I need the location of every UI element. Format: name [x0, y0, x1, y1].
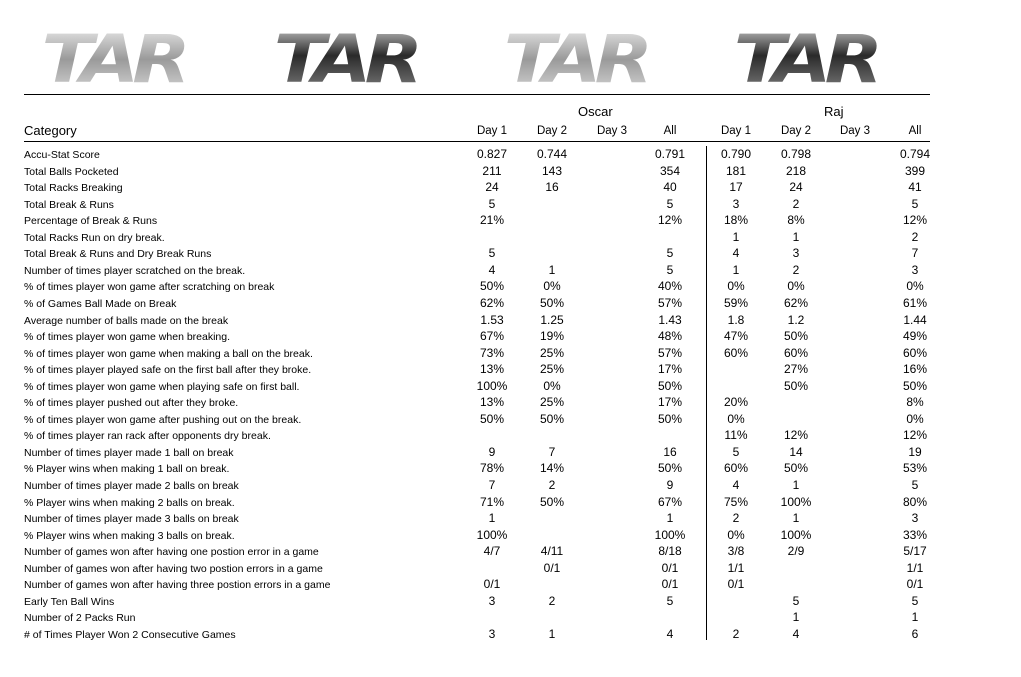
row-label: Number of games won after having one postion error in a game: [24, 546, 319, 559]
cell-value: 1: [911, 610, 919, 625]
row-label: % of times player pushed out after they broke.: [24, 397, 239, 410]
table-row: [0, 544, 1021, 561]
cell-value: 62%: [783, 295, 809, 310]
cell-value: 8%: [787, 213, 805, 228]
row-label: Percentage of Break & Runs: [24, 215, 158, 228]
tar-logo-banner: [30, 20, 930, 90]
cell-value: 0%: [787, 279, 805, 294]
cell-value: 16: [663, 444, 677, 459]
table-row: [0, 263, 1021, 280]
cell-value: 48%: [657, 329, 683, 344]
category-header: Category: [24, 123, 77, 138]
cell-value: 0%: [727, 527, 745, 542]
cell-value: 75%: [723, 494, 749, 509]
cell-value: 24: [789, 180, 803, 195]
cell-value: 143: [541, 163, 563, 178]
cell-value: 25%: [539, 345, 565, 360]
table-row: [0, 296, 1021, 313]
cell-value: 5: [666, 593, 674, 608]
table-row: [0, 213, 1021, 230]
cell-value: 0/1: [661, 577, 679, 592]
cell-value: 50%: [479, 411, 505, 426]
row-label: Number of games won after having two postion errors in a game: [24, 562, 323, 575]
cell-value: 60%: [783, 345, 809, 360]
cell-value: 19%: [539, 329, 565, 344]
table-row: [0, 147, 1021, 164]
cell-value: 0/1: [483, 577, 501, 592]
cell-value: 4: [488, 262, 496, 277]
cell-value: 0.744: [536, 147, 568, 161]
table-row: [0, 594, 1021, 611]
row-label: % of times player played safe on the first ball after they broke.: [24, 364, 312, 377]
column-header: Day 2: [536, 125, 568, 137]
top-rule: [24, 94, 930, 95]
cell-value: 2/9: [787, 544, 805, 559]
cell-value: 25%: [539, 362, 565, 377]
cell-value: 9: [666, 478, 674, 492]
cell-value: 4/7: [483, 544, 501, 559]
cell-value: 16: [545, 180, 559, 195]
cell-value: 62%: [479, 295, 505, 310]
cell-value: 53%: [902, 461, 928, 476]
cell-value: 1: [792, 610, 800, 625]
row-label: % of times player won game after pushing out on the break.: [24, 413, 302, 426]
table-row: [0, 346, 1021, 363]
cell-value: 41: [908, 180, 922, 195]
cell-value: 1: [792, 478, 800, 492]
cell-value: 5: [792, 593, 800, 608]
cell-value: 1/1: [727, 560, 745, 575]
table-row: [0, 362, 1021, 379]
cell-value: 71%: [479, 494, 505, 509]
cell-value: 13%: [479, 362, 505, 377]
cell-value: 19: [908, 444, 922, 459]
cell-value: 4: [666, 626, 674, 641]
cell-value: 50%: [657, 411, 683, 426]
cell-value: 399: [904, 163, 926, 178]
cell-value: 3: [732, 196, 740, 211]
table-row: [0, 313, 1021, 330]
header-rule: [24, 141, 930, 142]
cell-value: 50%: [902, 378, 928, 393]
cell-value: 57%: [657, 295, 683, 310]
cell-value: 73%: [479, 345, 505, 360]
cell-value: 100%: [780, 527, 812, 542]
cell-value: 25%: [539, 395, 565, 410]
svg-text:TAR: TAR: [41, 20, 184, 90]
cell-value: 2: [911, 229, 919, 244]
cell-value: 3: [911, 511, 919, 526]
cell-value: 100%: [476, 527, 508, 542]
column-header: All: [663, 125, 677, 137]
cell-value: 2: [548, 478, 556, 492]
cell-value: 2: [732, 511, 740, 526]
table-row: [0, 511, 1021, 528]
cell-value: 0%: [727, 279, 745, 294]
cell-value: 5: [666, 246, 674, 261]
cell-value: 50%: [657, 378, 683, 393]
cell-value: 1/1: [906, 560, 924, 575]
cell-value: 5: [911, 593, 919, 608]
cell-value: 21%: [479, 213, 505, 228]
cell-value: 67%: [657, 494, 683, 509]
row-label: Number of times player made 1 ball on break: [24, 446, 234, 459]
cell-value: 5: [732, 444, 740, 459]
cell-value: 50%: [539, 295, 565, 310]
player-name-raj: Raj: [824, 104, 844, 119]
cell-value: 50%: [657, 461, 683, 476]
row-label: % of times player ran rack after opponents dry break.: [24, 430, 271, 443]
table-row: [0, 610, 1021, 627]
cell-value: 1: [732, 229, 740, 244]
cell-value: 50%: [539, 494, 565, 509]
svg-text:TAR: TAR: [503, 20, 647, 90]
column-header: Day 2: [780, 125, 812, 137]
cell-value: 5: [488, 246, 496, 261]
cell-value: 2: [792, 196, 800, 211]
cell-value: 100%: [780, 494, 812, 509]
row-label: Total Racks Breaking: [24, 182, 123, 195]
column-header: Day 1: [720, 125, 752, 137]
row-label: % Player wins when making 1 ball on break.: [24, 463, 230, 476]
row-label: Number of times player made 3 balls on break: [24, 513, 239, 526]
tar-logo-2: [274, 21, 417, 90]
row-label: Total Racks Run on dry break.: [24, 231, 165, 244]
cell-value: 8%: [906, 395, 924, 410]
cell-value: 14%: [539, 461, 565, 476]
table-row: [0, 627, 1021, 644]
player-name-oscar: Oscar: [578, 104, 613, 119]
cell-value: 80%: [902, 494, 928, 509]
cell-value: 211: [482, 163, 502, 178]
cell-value: 12%: [902, 213, 928, 228]
cell-value: 1.25: [540, 312, 564, 327]
cell-value: 18%: [723, 213, 749, 228]
table-row: [0, 180, 1021, 197]
cell-value: 1: [732, 262, 740, 277]
cell-value: 0.790: [720, 147, 752, 161]
cell-value: 3: [488, 593, 496, 608]
cell-value: 17%: [657, 395, 683, 410]
cell-value: 0/1: [661, 560, 679, 575]
cell-value: 5: [911, 196, 919, 211]
table-row: [0, 197, 1021, 214]
cell-value: 7: [488, 478, 496, 492]
cell-value: 1: [792, 511, 800, 526]
table-row: [0, 561, 1021, 578]
cell-value: 50%: [539, 411, 565, 426]
column-header: All: [908, 125, 922, 137]
cell-value: 17: [729, 180, 743, 195]
svg-text:TAR: TAR: [733, 20, 877, 90]
cell-value: 33%: [902, 527, 928, 542]
table-row: [0, 428, 1021, 445]
cell-value: 59%: [723, 295, 749, 310]
cell-value: 49%: [902, 329, 928, 344]
row-label: Early Ten Ball Wins: [24, 595, 115, 608]
cell-value: 50%: [783, 461, 809, 476]
table-row: [0, 395, 1021, 412]
tar-logo-4: [734, 21, 877, 90]
cell-value: 0.794: [899, 147, 931, 161]
row-label: % of Games Ball Made on Break: [24, 297, 177, 310]
cell-value: 1.2: [787, 312, 805, 327]
cell-value: 0/1: [906, 577, 924, 592]
tar-logo-1: [42, 21, 185, 90]
cell-value: 2: [548, 593, 556, 608]
cell-value: 12%: [657, 213, 683, 228]
cell-value: 3: [792, 246, 800, 261]
cell-value: 0.798: [780, 147, 812, 161]
cell-value: 78%: [479, 461, 505, 476]
table-row: [0, 412, 1021, 429]
cell-value: 16%: [902, 362, 928, 377]
table-row: [0, 379, 1021, 396]
row-label: % Player wins when making 3 balls on break.: [24, 529, 235, 542]
table-row: [0, 445, 1021, 462]
svg-text:TAR: TAR: [273, 20, 417, 90]
cell-value: 2: [732, 626, 740, 641]
cell-value: 67%: [479, 329, 505, 344]
cell-value: 5: [488, 196, 496, 211]
table-row: [0, 461, 1021, 478]
cell-value: 0%: [543, 279, 561, 294]
cell-value: 0.827: [476, 147, 508, 161]
cell-value: 27%: [783, 362, 809, 377]
row-label: % of times player won game when playing safe on first ball.: [24, 380, 300, 393]
cell-value: 100%: [654, 527, 686, 542]
cell-value: 0%: [543, 378, 561, 393]
cell-value: 1: [666, 511, 674, 526]
cell-value: 40: [663, 180, 677, 195]
cell-value: 1: [792, 229, 800, 244]
cell-value: 50%: [783, 329, 809, 344]
cell-value: 12%: [902, 428, 928, 443]
column-header: Day 1: [476, 125, 508, 137]
cell-value: 354: [659, 163, 681, 178]
cell-value: 1: [548, 262, 556, 277]
cell-value: 13%: [479, 395, 505, 410]
cell-value: 50%: [479, 279, 505, 294]
cell-value: 3: [488, 626, 496, 641]
row-label: Total Break & Runs: [24, 198, 114, 211]
cell-value: 181: [725, 163, 747, 178]
cell-value: 60%: [902, 345, 928, 360]
row-label: % of times player won game when making a ball on the break.: [24, 347, 313, 360]
column-header: Day 3: [839, 125, 871, 137]
row-label: # of Times Player Won 2 Consecutive Games: [24, 628, 236, 641]
row-label: Average number of balls made on the break: [24, 314, 229, 327]
cell-value: 4/11: [540, 544, 564, 559]
cell-value: 4: [732, 246, 740, 261]
table-row: [0, 329, 1021, 346]
cell-value: 2: [792, 262, 800, 277]
cell-value: 24: [485, 180, 499, 195]
cell-value: 1.8: [727, 312, 745, 327]
table-row: [0, 528, 1021, 545]
cell-value: 7: [911, 246, 919, 261]
cell-value: 0%: [727, 411, 745, 426]
row-label: % Player wins when making 2 balls on break.: [24, 496, 235, 509]
row-label: Number of times player scratched on the break.: [24, 264, 246, 277]
row-label: % of times player won game when breaking.: [24, 331, 231, 344]
cell-value: 1.44: [903, 312, 927, 327]
cell-value: 218: [785, 163, 807, 178]
cell-value: 5/17: [903, 544, 927, 559]
cell-value: 20%: [723, 395, 749, 410]
row-label: Number of 2 Packs Run: [24, 612, 136, 625]
row-label: Number of games won after having three postion errors in a game: [24, 579, 331, 592]
cell-value: 14: [789, 444, 803, 459]
cell-value: 0/1: [543, 560, 561, 575]
table-row: [0, 495, 1021, 512]
cell-value: 47%: [723, 329, 749, 344]
row-label: Total Balls Pocketed: [24, 165, 119, 178]
table-row: [0, 478, 1021, 495]
cell-value: 9: [488, 444, 496, 459]
cell-value: 11%: [724, 428, 748, 443]
cell-value: 0/1: [727, 577, 745, 592]
cell-value: 100%: [476, 378, 508, 393]
row-label: Total Break & Runs and Dry Break Runs: [24, 248, 212, 261]
cell-value: 0.791: [654, 147, 686, 161]
row-label: Accu-Stat Score: [24, 149, 100, 161]
cell-value: 61%: [902, 295, 928, 310]
cell-value: 12%: [783, 428, 809, 443]
column-header: Day 3: [596, 125, 628, 137]
table-row: [0, 577, 1021, 594]
cell-value: 8/18: [658, 544, 682, 559]
cell-value: 4: [732, 478, 740, 492]
cell-value: 5: [666, 196, 674, 211]
table-row: [0, 279, 1021, 296]
tar-logo-3: [504, 21, 647, 90]
cell-value: 4: [792, 626, 800, 641]
table-row: [0, 164, 1021, 181]
cell-value: 1.43: [658, 312, 682, 327]
cell-value: 5: [666, 262, 674, 277]
cell-value: 6: [911, 626, 919, 641]
cell-value: 1.53: [480, 312, 504, 327]
row-label: Number of times player made 2 balls on break: [24, 480, 239, 492]
table-row: [0, 230, 1021, 247]
cell-value: 50%: [783, 378, 809, 393]
cell-value: 3/8: [727, 544, 745, 559]
cell-value: 5: [911, 478, 919, 492]
cell-value: 1: [548, 626, 556, 641]
cell-value: 1: [488, 511, 496, 526]
table-row: [0, 246, 1021, 263]
cell-value: 17%: [657, 362, 683, 377]
cell-value: 60%: [723, 461, 749, 476]
cell-value: 40%: [657, 279, 683, 294]
cell-value: 0%: [906, 279, 924, 294]
cell-value: 3: [911, 262, 919, 277]
cell-value: 57%: [657, 345, 683, 360]
cell-value: 7: [548, 444, 556, 459]
row-label: % of times player won game after scratching on break: [24, 281, 275, 294]
cell-value: 60%: [723, 345, 749, 360]
cell-value: 0%: [906, 411, 924, 426]
